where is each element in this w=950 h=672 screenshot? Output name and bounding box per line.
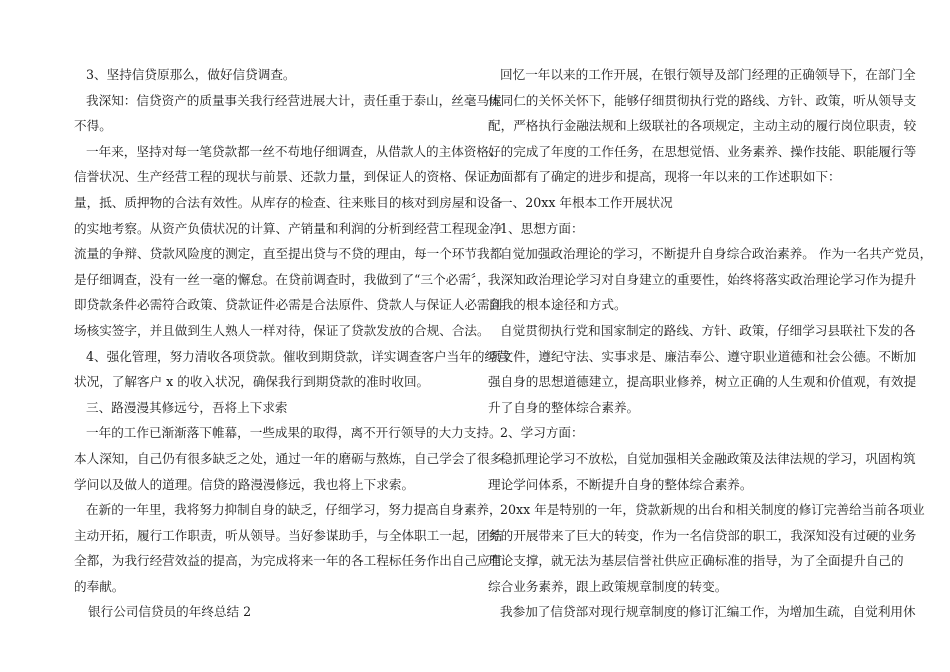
text-line: 一年来，坚持对每一笔贷款都一丝不苟地仔细调查，从借款人的主体资格、 [86,143,502,159]
text-line: 务的开展带来了巨大的转变，作为一名信贷部的职工，我深知没有过硬的业务 [488,527,917,543]
text-line: 20xx 年是特别的一年，贷款新规的出台和相关制度的修订完善给当前各项业 [500,502,925,518]
text-line: 好的完成了年度的工作任务，在思想觉悟、业务素养、操作技能、职能履行等 [488,143,917,159]
text-line: 不得。 [74,118,112,134]
text-line: 的实地考察。从资产负债状况的计算、产销量和利润的分析到经营工程现金净 [74,220,503,236]
text-line: 本人深知，自己仍有很多缺乏之处，通过一年的磨砺与熬炼，自己学会了很多 [74,450,503,466]
text-line: 我深知：信贷资产的质量事关我行经营进展大计，责任重于泰山，丝毫马虎 [86,92,502,108]
text-line: 在新的一年里，我将努力抑制自身的缺乏，仔细学习，努力提高自身素养， [86,502,502,518]
text-line: 综合业务素养，跟上政策规章制度的转变。 [488,578,728,594]
text-line: 学问以及做人的道理。信贷的路漫漫修远，我也将上下求索。 [74,476,415,492]
text-line: 三、路漫漫其修远兮，吾将上下求索 [86,399,288,415]
text-line: 一、20xx 年根本工作开展状况 [500,194,673,210]
text-line: 强自身的思想道德建立，提高职业修养，树立正确的人生观和价值观，有效提 [488,374,917,390]
text-line: 即贷款条件必需符合政策、贷款证件必需是合法原件、贷款人与保证人必需到 [74,297,503,313]
text-line: 方面都有了确定的进步和提高，现将一年以来的工作述职如下： [488,169,841,185]
text-line: 主动开拓，履行工作职责，听从领导。当好参谋助手，与全体职工一起，团结 [74,527,503,543]
section-title: 银行公司信贷员的年终总结 2 [88,604,252,620]
text-line: 的奉献。 [74,578,125,594]
text-line: 2、学习方面： [500,425,584,441]
text-line: 3、坚持信贷原那么，做好信贷调查。 [86,67,296,82]
text-line: 项文件，遵纪守法、实事求是、廉洁奉公、遵守职业道德和社会公德。不断加 [488,348,917,364]
text-line: 我深知政治理论学习对自身建立的重要性，始终将落实政治理论学习作为提升 [488,271,917,287]
text-line: 稳抓理论学习不放松，自觉加强相关金融政策及法律法规的学习，巩固构筑 [500,450,916,466]
text-line: 体同仁的关怀关怀下，能够仔细贯彻执行党的路线、方针、政策，听从领导支 [488,92,917,108]
text-line: 自我的根本途径和方式。 [488,297,627,313]
text-line: 自觉贯彻执行党和国家制定的路线、方针、政策，仔细学习县联社下发的各 [500,322,916,338]
text-line: 信誉状况、生产经营工程的现状与前景、还款力量，到保证人的资格、保证力 [74,169,503,185]
text-line: 自觉加强政治理论的学习，不断提升自身综合政治素养。 作为一名共产党员， [500,246,933,262]
text-line: 配，严格执行金融法规和上级联社的各项规定，主动主动的履行岗位职责，较 [488,118,917,134]
text-line: 场核实签字，并且做到生人熟人一样对待，保证了贷款发放的合规、合法。 [74,322,490,338]
text-line: 量，抵、质押物的合法有效性。从库存的检查、往来账目的核对到房屋和设备 [74,194,503,210]
right-column [488,62,933,625]
text-line: 理论学问体系，不断提升自身的整体综合素养。 [488,476,753,492]
text-line: 4、强化管理，努力清收各项贷款。催收到期贷款，详实调查客户当年的经营 [86,348,510,364]
text-line: 升了自身的整体综合素养。 [488,399,640,415]
text-line: 回忆一年以来的工作开展，在银行领导及部门经理的正确领导下，在部门全 [500,67,916,82]
text-line: 是仔细调查，没有一丝一毫的懈怠。在贷前调查时，我做到了“三个必需〞， [74,271,490,287]
left-column [74,62,510,625]
text-line: 一年的工作已渐渐落下帷幕，一些成果的取得，离不开行领导的大力支持。 [86,425,502,441]
text-line: 1、思想方面： [500,220,584,236]
text-line: 流量的争辩、贷款风险度的测定，直至提出贷与不贷的理由，每一个环节我都 [74,246,503,262]
text-line: 状况，了解客户 x 的收入状况，确保我行到期贷款的准时收回。 [74,374,430,390]
text-line: 我参加了信贷部对现行规章制度的修订汇编工作，为增加生疏，自觉利用休 [500,604,916,620]
text-line: 全都，为我行经营效益的提高，为完成将来一年的各工程标任务作出自己应有 [74,553,503,569]
text-line: 理论支撑，就无法为基层信誉社供应正确标准的指导，为了全面提升自己的 [488,553,904,569]
